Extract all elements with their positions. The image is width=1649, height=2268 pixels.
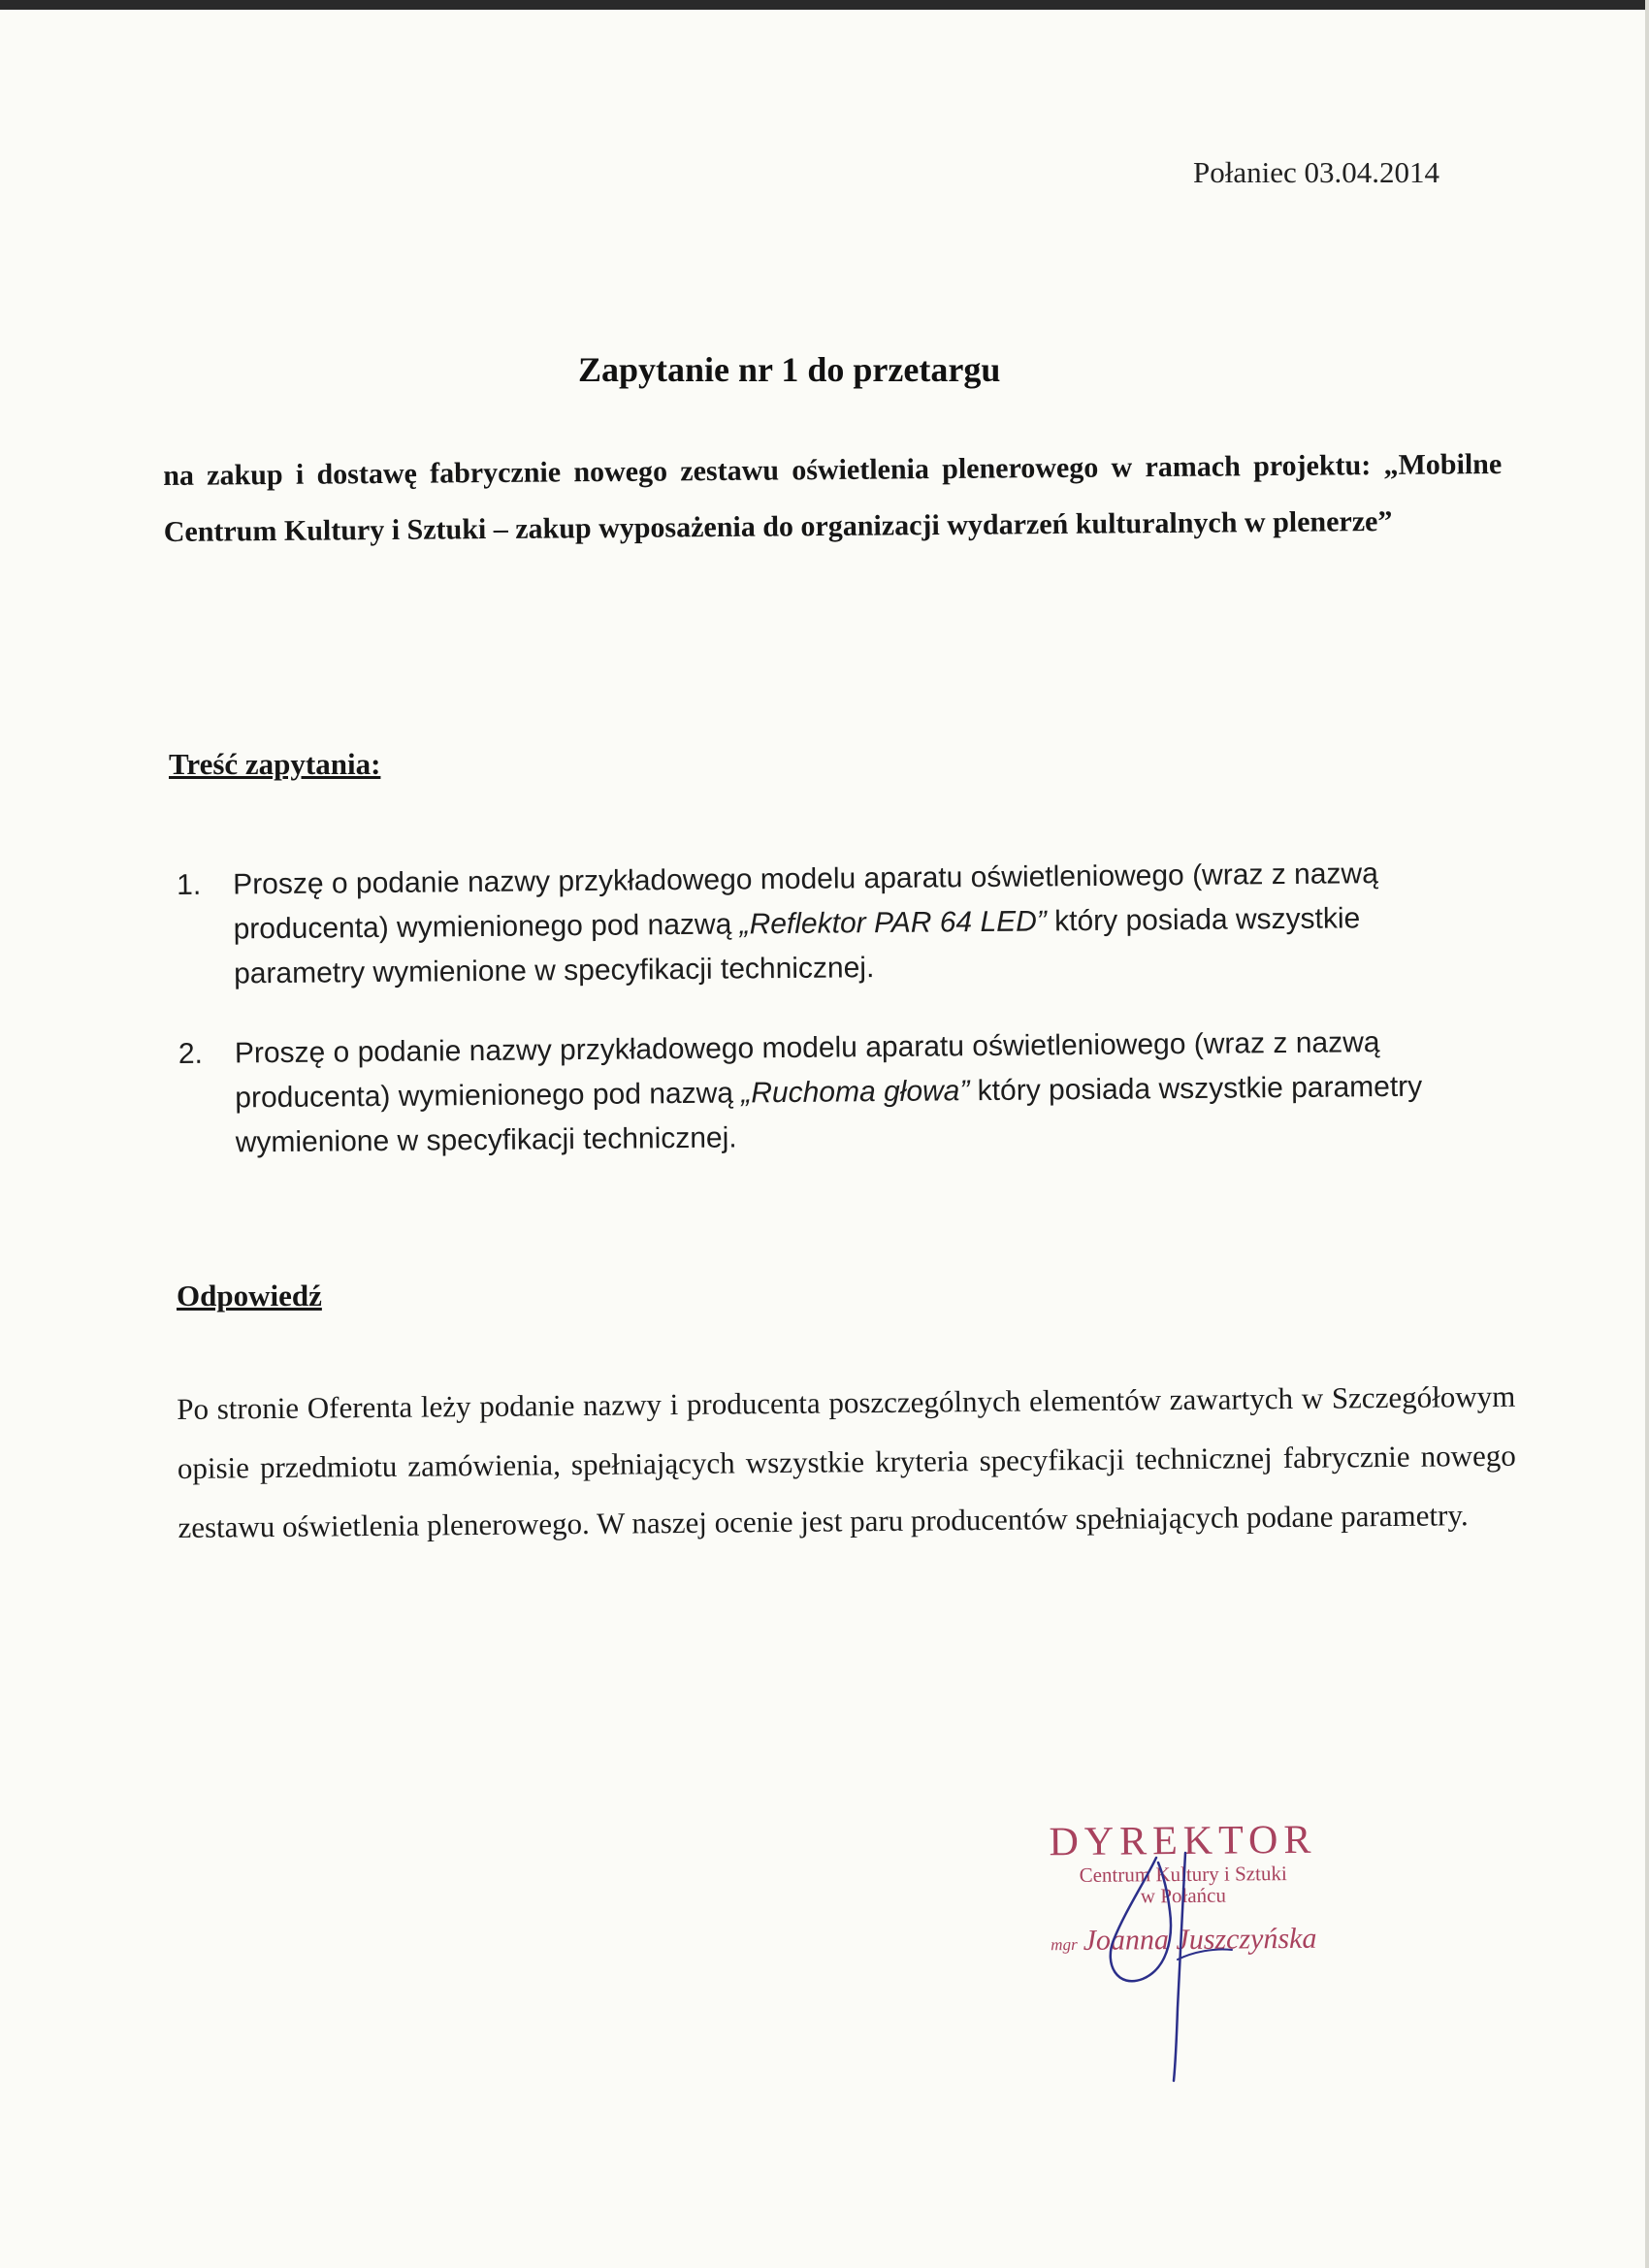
stamp-prefix: mgr	[1051, 1934, 1078, 1955]
scan-top-edge	[0, 0, 1649, 10]
question-text	[233, 851, 1477, 996]
stamp-person: Joanna Juszczyńska	[1083, 1922, 1317, 1957]
question-text	[235, 1020, 1479, 1165]
question-number: 2.	[178, 1037, 204, 1070]
signature-stroke	[1174, 1853, 1185, 2081]
document-subject: na zakup i dostawę fabrycznie nowego zestawu oświetlenia plenerowego w ramach projektu: „Mobilne Centrum Kultury i Sztuki – zakup wyposażenia do organizacji wydarzeń kulturalnych w plenerze”	[163, 447, 1503, 548]
scan-right-edge	[1645, 0, 1649, 2268]
question-item-1	[177, 851, 1477, 997]
stamp-institution: Centrum Kultury i Sztuki	[1079, 1862, 1287, 1887]
question-number: 1.	[177, 868, 202, 901]
signature-stroke	[1178, 1949, 1232, 1960]
place-date: Połaniec 03.04.2014	[1193, 155, 1439, 189]
stamp-title: DYREKTOR	[1049, 1817, 1317, 1865]
product-name: „Ruchoma głowa”	[741, 1075, 970, 1110]
answer-heading: Odpowiedź	[177, 1279, 322, 1312]
question-text-before: Proszę o podanie nazwy przykładowego modelu aparatu oświetleniowego (wraz z nazwą producenta) wymienionego pod nazwą	[233, 858, 1378, 946]
question-text-after: który posiada wszystkie parametry wymienione w specyfikacji technicznej.	[233, 902, 1361, 990]
signature-stroke	[1111, 1858, 1171, 1981]
question-item-2	[178, 1020, 1479, 1166]
question-heading: Treść zapytania:	[169, 747, 381, 781]
document-title: Zapytanie nr 1 do przetargu	[578, 350, 1001, 389]
question-text-after: który posiada wszystkie parametry wymienione w specyfikacji technicznej.	[235, 1070, 1423, 1159]
product-name: „Reflektor PAR 64 LED”	[739, 905, 1047, 941]
stamp-location: w Połańcu	[1140, 1883, 1227, 1908]
question-text-before: Proszę o podanie nazwy przykładowego modelu aparatu oświetleniowego (wraz z nazwą producenta) wymienionego pod nazwą	[234, 1026, 1380, 1115]
question-list	[177, 851, 1479, 1201]
handwritten-signature	[1096, 1843, 1251, 2086]
answer-text: Po stronie Oferenta leży podanie nazwy i producenta poszczególnych elementów zawartych w Szczegółowym opisie przedmiotu zamówienia, spełniających wszystkie kryteria specyfikacji technicznej fabrycznie nowego zestawu oświetlenia plenerowego. W naszej ocenie jest paru producentów spełniających podane parametry.	[177, 1378, 1516, 1544]
